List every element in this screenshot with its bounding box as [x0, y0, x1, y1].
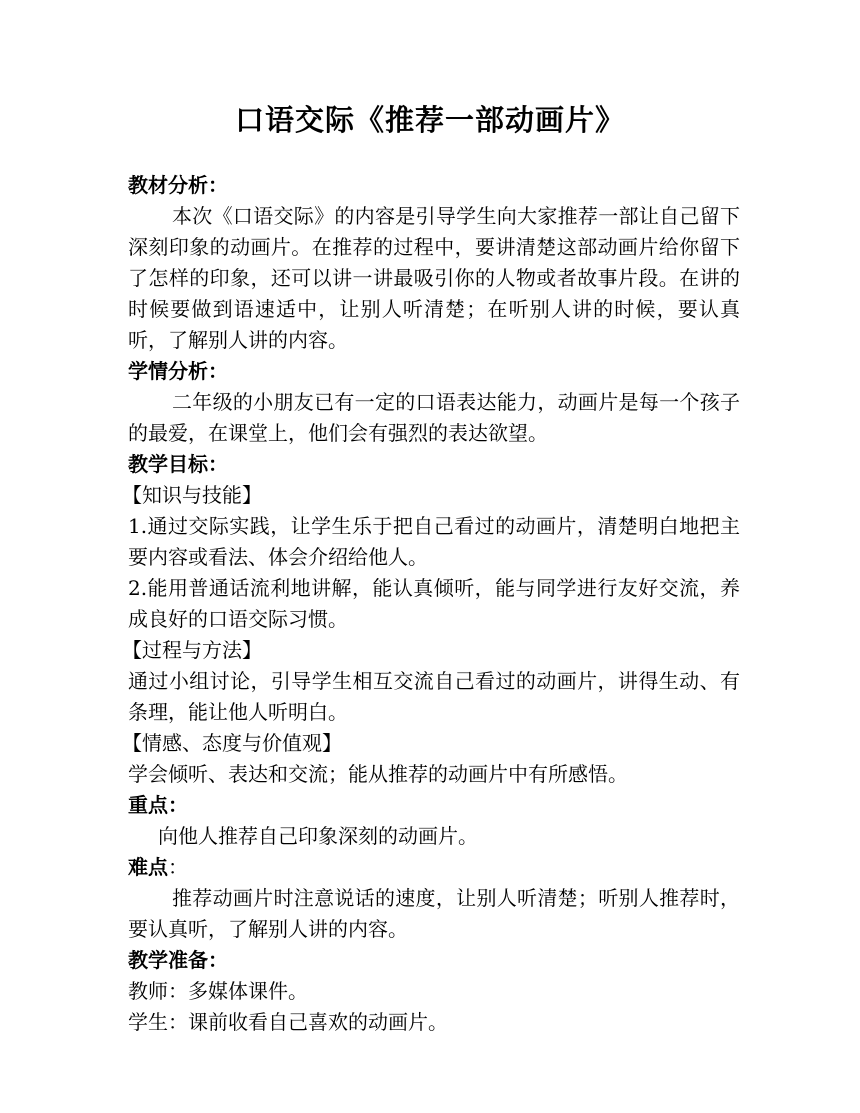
difficult-point-paragraph: 推荐动画片时注意说话的速度，让别人听清楚；听别人推荐时，要认真听，了解别人讲的内容。: [128, 886, 740, 941]
key-point-heading: 重点：: [128, 793, 188, 817]
difficult-point-heading: 难点: [128, 855, 168, 879]
knowledge-skills-label: 【知识与技能】: [122, 483, 262, 507]
student-prep-line: 学生：课前收看自己喜欢的动画片。: [128, 1010, 448, 1034]
teacher-prep-line: 教师：多媒体课件。: [128, 979, 308, 1003]
analysis-heading: 教材分析：: [128, 173, 228, 197]
teaching-goals-heading: 教学目标：: [128, 452, 228, 476]
knowledge-item-1: 1.通过交际实践，让学生乐于把自己看过的动画片，清楚明白地把主要内容或看法、体会介绍给他人。: [128, 514, 740, 569]
analysis-paragraph: 本次《口语交际》的内容是引导学生向大家推荐一部让自己留下深刻印象的动画片。在推荐的过程中，要讲清楚这部动画片给你留下了怎样的印象，还可以讲一讲最吸引你的人物或者故事片段。在讲的时候要做到语速适中，让别人听清楚；在听别人讲的时候，要认真听，了解别人讲的内容。: [128, 204, 740, 352]
process-methods-paragraph: 通过小组讨论，引导学生相互交流自己看过的动画片，讲得生动、有条理，能让他人听明白。: [128, 669, 740, 724]
difficult-point-heading-line: [128, 852, 740, 883]
page-title: 口语交际《推荐一部动画片》: [234, 103, 625, 137]
key-point-paragraph: 向他人推荐自己印象深刻的动画片。: [158, 824, 478, 848]
process-methods-label: 【过程与方法】: [122, 638, 262, 662]
teaching-prep-heading: 教学准备：: [128, 948, 228, 972]
difficult-point-colon: ：: [168, 855, 188, 879]
student-analysis-heading: 学情分析：: [128, 359, 228, 383]
knowledge-item-2: 2.能用普通话流利地讲解，能认真倾听，能与同学进行友好交流，养成良好的口语交际习惯。: [128, 576, 740, 631]
document-body: [122, 170, 740, 1038]
emotion-values-label: 【情感、态度与价值观】: [122, 731, 342, 755]
student-analysis-paragraph: 二年级的小朋友已有一定的口语表达能力，动画片是每一个孩子的最爱，在课堂上，他们会有强烈的表达欲望。: [128, 390, 740, 445]
emotion-values-paragraph: 学会倾听、表达和交流；能从推荐的动画片中有所感悟。: [128, 762, 628, 786]
